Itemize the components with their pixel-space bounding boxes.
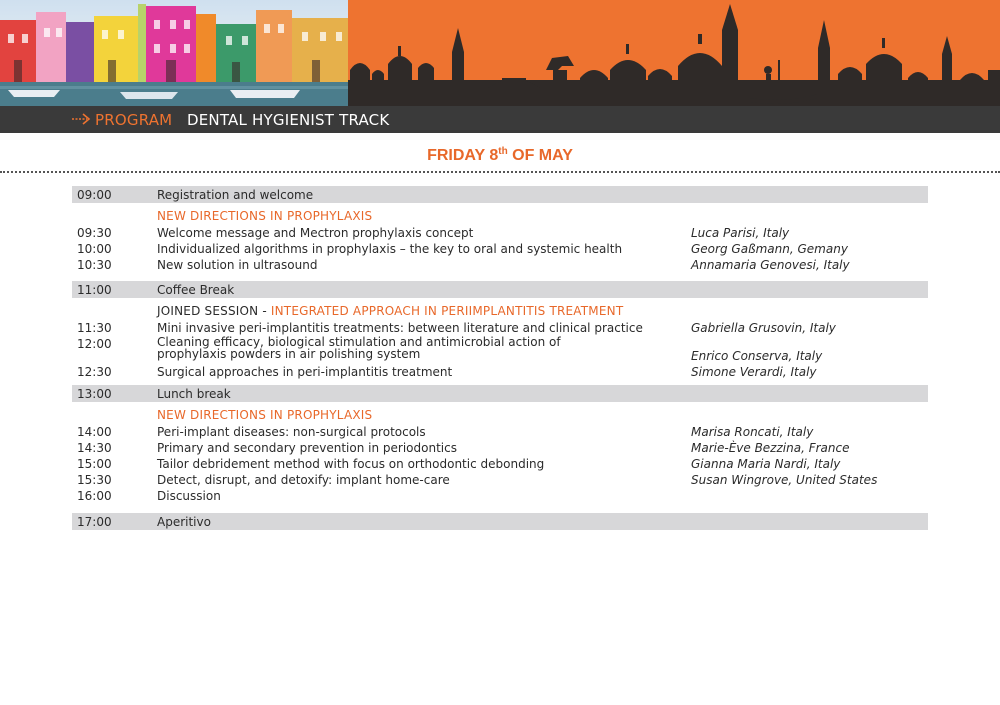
row-time: 09:30 <box>77 226 112 240</box>
row-time: 16:00 <box>77 489 112 503</box>
row-speaker: Georg Gaßmann, Gemany <box>691 242 848 256</box>
day-heading <box>0 147 1000 165</box>
session-title: NEW DIRECTIONS IN PROPHYLAXIS <box>157 408 373 422</box>
session-heading <box>72 208 928 225</box>
row-title: Lunch break <box>157 387 231 401</box>
row-time: 14:00 <box>77 425 112 439</box>
row-time: 12:00 <box>77 337 112 351</box>
schedule-row <box>72 488 928 504</box>
schedule-row <box>72 257 928 273</box>
schedule-row <box>72 472 928 488</box>
row-title-line2: prophylaxis powders in air polishing system <box>157 347 421 361</box>
row-time: 15:30 <box>77 473 112 487</box>
row-time: 17:00 <box>77 515 112 529</box>
row-time: 11:30 <box>77 321 112 335</box>
schedule-row-aperitivo <box>72 513 928 530</box>
row-title: New solution in ultrasound <box>157 258 318 272</box>
track-label: DENTAL HYGIENIST TRACK <box>187 111 390 129</box>
schedule-row <box>72 225 928 241</box>
schedule-table <box>72 186 928 530</box>
program-title-bar <box>0 106 1000 133</box>
day-suffix: OF MAY <box>507 147 573 164</box>
row-title: Registration and welcome <box>157 188 314 202</box>
row-speaker: Susan Wingrove, United States <box>691 473 878 487</box>
day-sup: th <box>498 146 508 157</box>
row-time: 09:00 <box>77 188 112 202</box>
schedule-row-coffee-break <box>72 281 928 298</box>
row-title: Primary and secondary prevention in periodontics <box>157 441 457 455</box>
row-title: Peri-implant diseases: non-surgical protocols <box>157 425 426 439</box>
schedule-row <box>72 320 928 336</box>
row-speaker: Enrico Conserva, Italy <box>691 349 823 363</box>
row-title-line1: Cleaning efficacy, biological stimulation and antimicrobial action of <box>157 335 561 349</box>
row-title: Individualized algorithms in prophylaxis – the key to oral and systemic health <box>157 242 623 256</box>
row-time: 13:00 <box>77 387 112 401</box>
row-title: Surgical approaches in peri-implantitis treatment <box>157 365 453 379</box>
row-time: 10:00 <box>77 242 112 256</box>
arrow-right-icon <box>72 112 92 126</box>
session-title <box>157 303 677 319</box>
row-speaker: Annamaria Genovesi, Italy <box>691 258 850 272</box>
session-title-accent: INTEGRATED APPROACH IN PERIIMPLANTITIS TREATMENT <box>270 304 624 318</box>
session-title: NEW DIRECTIONS IN PROPHYLAXIS <box>157 209 373 223</box>
row-speaker: Marie-Ève Bezzina, France <box>691 441 850 455</box>
program-label: PROGRAM <box>95 111 173 129</box>
session-heading <box>72 303 928 320</box>
schedule-row <box>72 440 928 456</box>
row-time: 10:30 <box>77 258 112 272</box>
venice-skyline <box>348 0 1000 106</box>
schedule-row <box>72 336 928 364</box>
row-time: 11:00 <box>77 283 112 297</box>
row-title: Discussion <box>157 489 221 503</box>
row-speaker: Simone Verardi, Italy <box>691 365 817 379</box>
session-title-plain: JOINED SESSION - <box>157 304 271 318</box>
schedule-row <box>72 456 928 472</box>
row-time: 12:30 <box>77 365 112 379</box>
row-speaker: Marisa Roncati, Italy <box>691 425 814 439</box>
schedule-row-lunch-break <box>72 385 928 402</box>
header-banner <box>0 0 1000 106</box>
row-title <box>157 336 677 360</box>
schedule-row <box>72 364 928 380</box>
row-title: Welcome message and Mectron prophylaxis concept <box>157 226 474 240</box>
row-speaker: Gianna Maria Nardi, Italy <box>691 457 841 471</box>
row-speaker: Gabriella Grusovin, Italy <box>691 321 836 335</box>
row-title: Mini invasive peri-implantitis treatments: between literature and clinical practice <box>157 321 643 335</box>
row-title: Tailor debridement method with focus on orthodontic debonding <box>157 457 545 471</box>
burano-houses-photo <box>0 0 348 106</box>
row-title: Aperitivo <box>157 515 211 529</box>
session-heading <box>72 407 928 424</box>
schedule-row <box>72 424 928 440</box>
day-prefix: FRIDAY 8 <box>427 147 499 164</box>
row-time: 15:00 <box>77 457 112 471</box>
row-speaker: Luca Parisi, Italy <box>691 226 790 240</box>
schedule-row <box>72 241 928 257</box>
dotted-divider <box>0 171 1000 173</box>
row-title: Coffee Break <box>157 283 235 297</box>
schedule-row-registration <box>72 186 928 203</box>
row-title: Detect, disrupt, and detoxify: implant home-care <box>157 473 450 487</box>
row-time: 14:30 <box>77 441 112 455</box>
